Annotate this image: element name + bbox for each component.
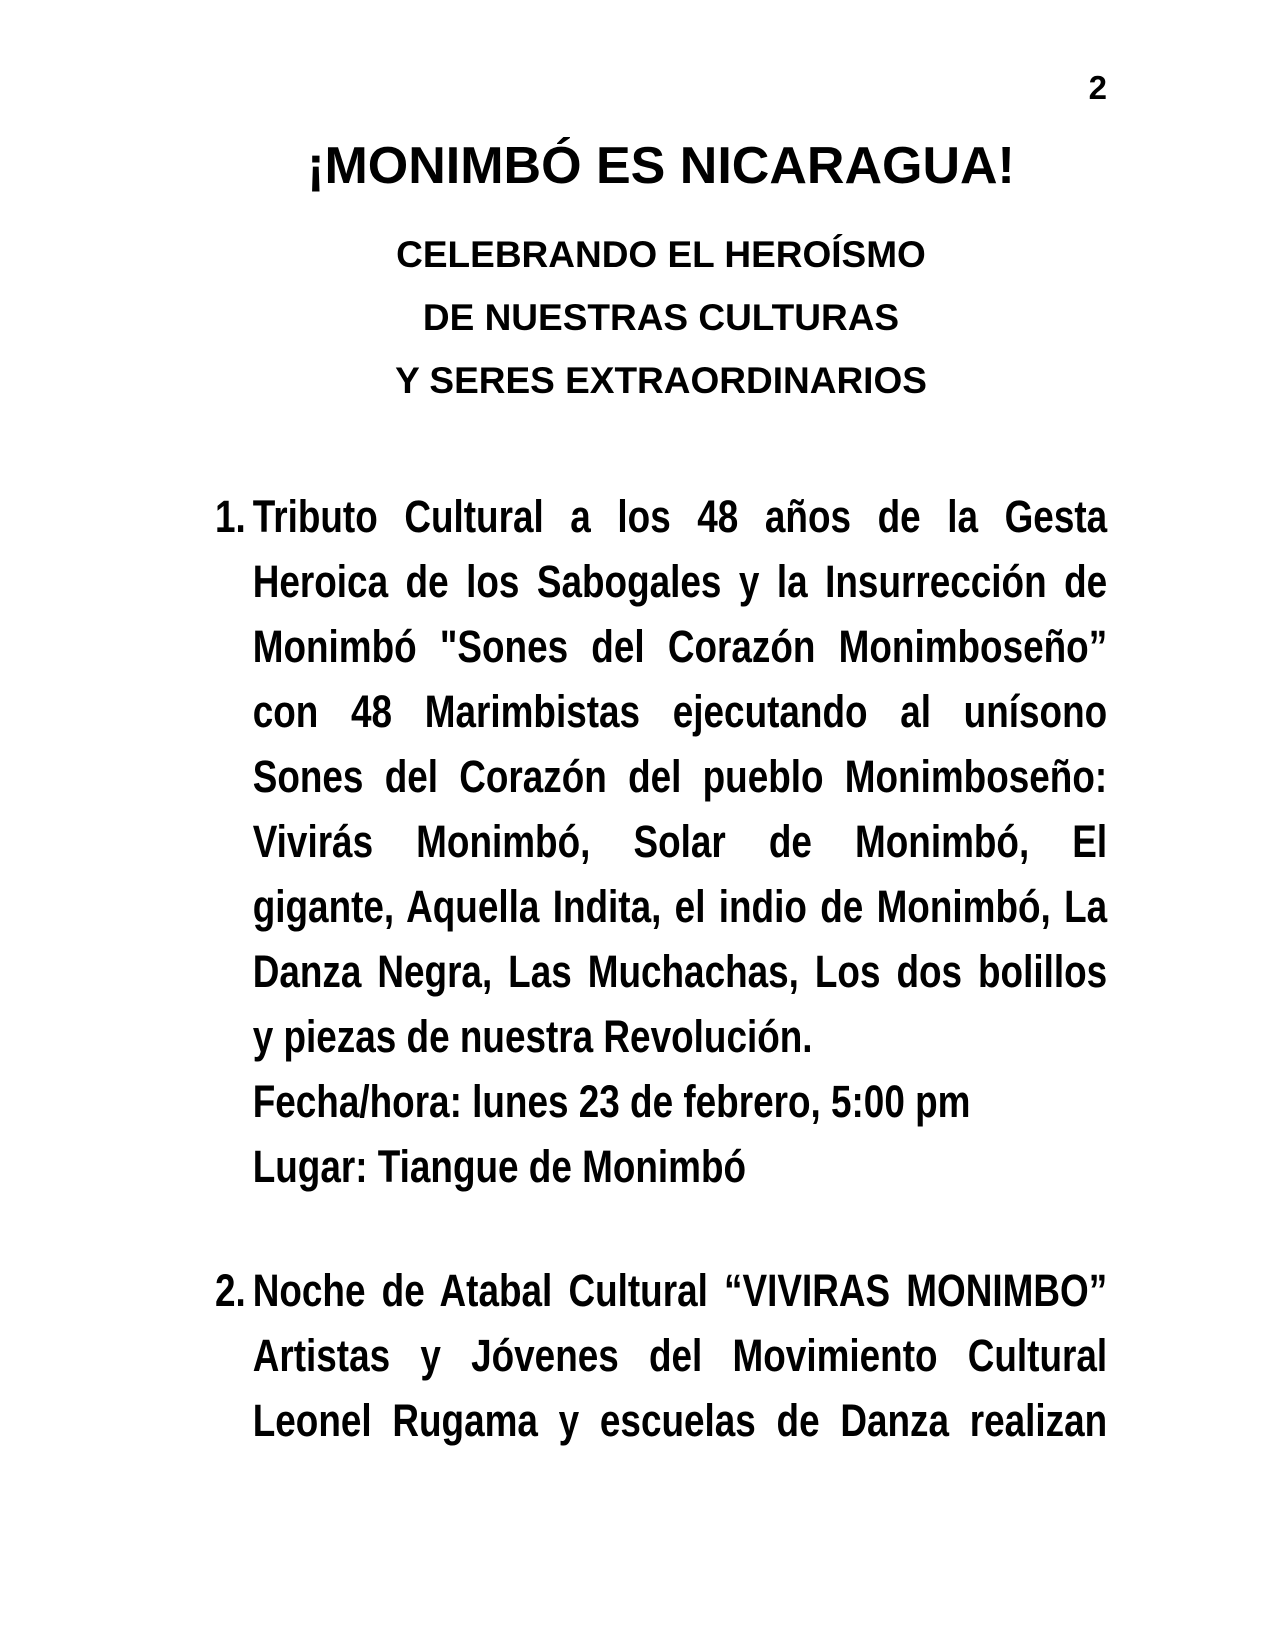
subtitle-line: DE NUESTRAS CULTURAS	[422, 297, 900, 338]
item-line: Artistas y Jóvenes del Movimiento Cultural	[252, 1330, 1108, 1381]
item-line: Lugar: Tiangue de Monimbó	[252, 1141, 747, 1192]
item-number: 2.	[215, 1265, 246, 1316]
item-line: Fecha/hora: lunes 23 de febrero, 5:00 pm	[252, 1076, 971, 1127]
item-line: Tributo Cultural a los 48 años de la Gesta	[252, 491, 1108, 542]
item-line: Vivirás Monimbó, Solar de Monimbó, El	[252, 816, 1108, 867]
item-line: Danza Negra, Las Muchachas, Los dos bolillos	[252, 946, 1108, 997]
list-item	[215, 1258, 1107, 1453]
list-item	[215, 484, 1107, 1199]
item-number: 1.	[215, 491, 246, 542]
item-line: Monimbó "Sones del Corazón Monimboseño”	[252, 621, 1108, 672]
subtitle-block	[215, 204, 1107, 412]
item-line: Sones del Corazón del pueblo Monimboseño:	[252, 751, 1108, 802]
event-list	[215, 484, 1107, 1453]
subtitle-line: CELEBRANDO EL HEROÍSMO	[396, 234, 926, 275]
item-line: Noche de Atabal Cultural “VIVIRAS MONIMBO”	[252, 1265, 1108, 1316]
item-line: Leonel Rugama y escuelas de Danza realizan	[252, 1395, 1108, 1446]
item-line: con 48 Marimbistas ejecutando al unísono	[252, 686, 1108, 737]
item-line: Heroica de los Sabogales y la Insurrección de	[252, 556, 1108, 607]
document-title: ¡MONIMBÓ ES NICARAGUA!	[307, 137, 1015, 195]
page-number: 2	[1088, 69, 1107, 106]
subtitle-line: Y SERES EXTRAORDINARIOS	[395, 360, 927, 401]
body-text-block	[215, 484, 1107, 1453]
item-line: y piezas de nuestra Revolución.	[252, 1011, 813, 1062]
item-line: gigante, Aquella Indita, el indio de Monimbó, La	[252, 881, 1108, 932]
